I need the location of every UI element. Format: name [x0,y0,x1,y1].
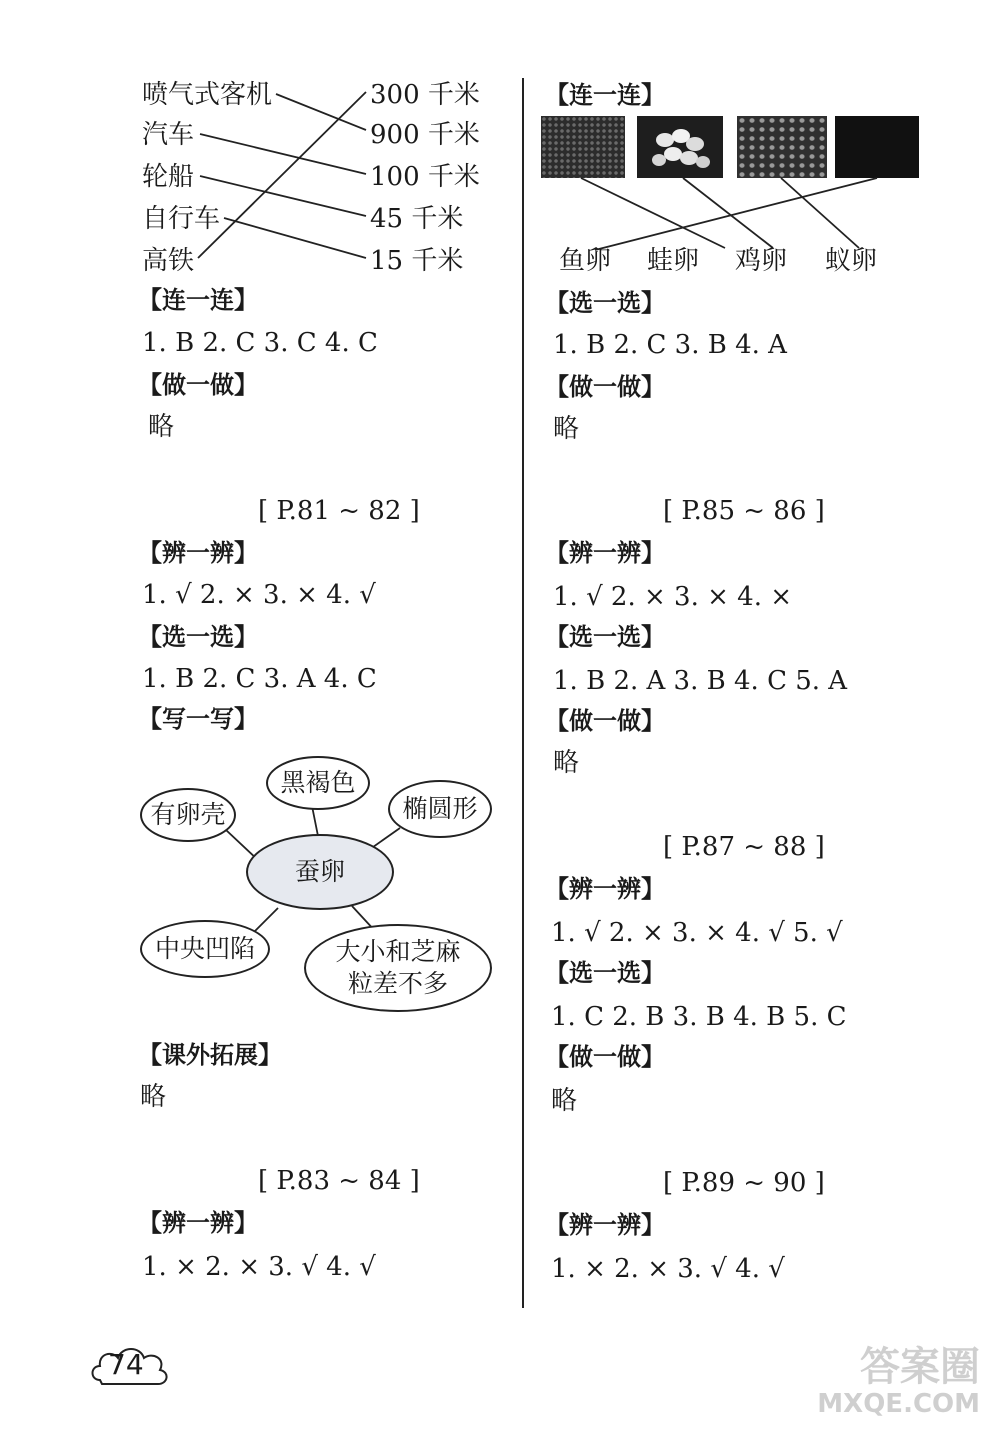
vehicle-2: 轮船 [142,162,195,192]
answers: 1. B 2. C 3. A 4. C [142,664,377,694]
egg-label-3: 蚁卵 [825,246,878,276]
section-title: 【做一做】 [545,1043,665,1071]
egg-label-2: 鸡卵 [735,246,788,276]
vehicle-3: 自行车 [142,204,221,234]
answer-text: 略 [148,412,175,442]
fish-egg-photo [541,116,625,178]
answer-text: 略 [551,1086,578,1116]
column-divider [522,78,524,1308]
mindmap-center-label: 蚕卵 [294,857,345,886]
answers: 1. B 2. A 3. B 4. C 5. A [553,666,848,696]
matching-lines [0,0,520,300]
ant-egg-photo [835,116,919,178]
answer-text: 略 [553,414,580,444]
mindmap-node-top: 黑褐色 [266,756,370,810]
answers: 1. × 2. × 3. √ 4. √ [142,1252,376,1282]
section-title: 【课外拓展】 [138,1041,282,1069]
section-title: 【辨一辨】 [545,1211,665,1239]
section-title: 【写一写】 [138,705,258,733]
mindmap-node-line-1: 大小和芝麻 [335,937,461,966]
section-title: 【辨一辨】 [545,875,665,903]
vehicle-1: 汽车 [142,120,195,150]
section-title: 【做一做】 [138,371,258,399]
speed-1: 900 千米 [370,120,480,150]
chicken-egg-photo [737,116,827,178]
page-range: [ P.81 ~ 82 ] [258,496,420,526]
section-title: 【连一连】 [138,286,258,314]
section-title: 【选一选】 [545,623,665,651]
answers: 1. B 2. C 3. B 4. A [553,330,787,360]
section-title: 【选一选】 [138,623,258,651]
vehicle-0: 喷气式客机 [142,80,273,110]
section-title: 【选一选】 [545,289,665,317]
watermark [817,1345,980,1419]
speed-3: 45 千米 [370,204,464,234]
egg-cluster-icon [637,116,723,178]
mindmap-node-left-bottom: 中央凹陷 [140,920,270,978]
section-title: 【辨一辨】 [138,539,258,567]
answers: 1. √ 2. × 3. × 4. √ 5. √ [551,918,843,948]
speed-0: 300 千米 [370,80,480,110]
egg-label-1: 蛙卵 [647,246,700,276]
answer-text: 略 [140,1082,167,1112]
page-number: 74 [108,1348,144,1381]
answers: 1. B 2. C 3. C 4. C [142,328,378,358]
page-range: [ P.85 ~ 86 ] [663,496,825,526]
page-range: [ P.87 ~ 88 ] [663,832,825,862]
section-title: 【辨一辨】 [138,1209,258,1237]
egg-label-0: 鱼卵 [559,246,612,276]
page-range: [ P.83 ~ 84 ] [258,1166,420,1196]
mindmap-node-line-2: 粒差不多 [347,969,448,998]
mindmap-node-right-top: 椭圆形 [388,780,492,838]
section-title: 【做一做】 [545,373,665,401]
right-column [525,0,1000,1437]
mindmap-node-right-bottom [304,924,492,1012]
answers: 1. √ 2. × 3. × 4. √ [142,580,376,610]
answer-text: 略 [553,748,580,778]
vehicle-4: 高铁 [142,246,195,276]
watermark-line-2: MXQE.COM [817,1389,980,1419]
mindmap-center [246,834,394,910]
page-number-badge [88,1340,170,1390]
mindmap-node-left-top: 有卵壳 [140,788,236,842]
section-title: 【做一做】 [545,707,665,735]
frog-egg-photo [637,116,723,178]
answers: 1. √ 2. × 3. × 4. × [553,582,793,612]
page-range: [ P.89 ~ 90 ] [663,1168,825,1198]
speed-2: 100 千米 [370,162,480,192]
section-title: 【连一连】 [545,81,665,109]
answers: 1. × 2. × 3. √ 4. √ [551,1254,785,1284]
speed-4: 15 千米 [370,246,464,276]
section-title: 【选一选】 [545,959,665,987]
watermark-line-1: 答案圈 [860,1344,980,1390]
answers: 1. C 2. B 3. B 4. B 5. C [551,1002,847,1032]
section-title: 【辨一辨】 [545,539,665,567]
